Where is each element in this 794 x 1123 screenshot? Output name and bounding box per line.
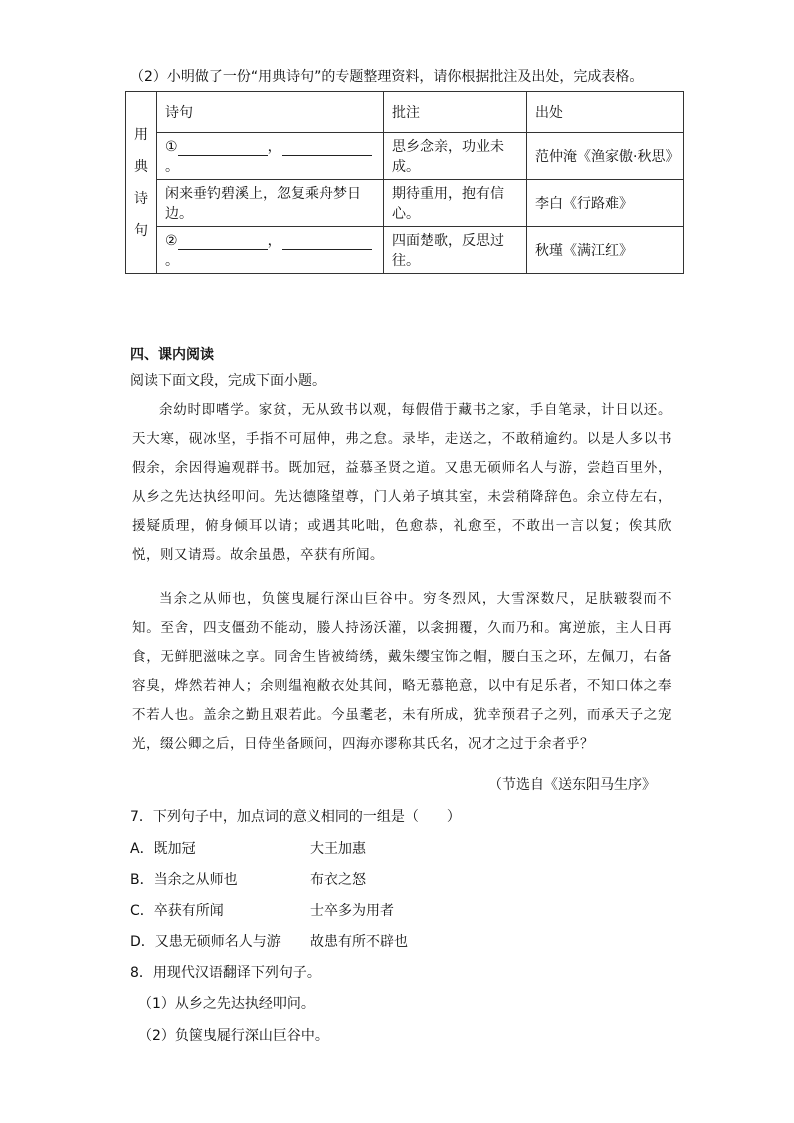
header-line: 诗句 [157, 92, 384, 133]
source-cell: 范仲淹《渔家傲·秋思》 [527, 133, 684, 180]
question-7-stem: 7．下列句子中，加点词的意义相同的一组是（ ） [130, 809, 461, 825]
section-title: 四、课内阅读 [130, 347, 214, 363]
table-row [126, 133, 684, 180]
blank-line [178, 235, 268, 250]
blank-line [282, 141, 372, 156]
header-note: 批注 [384, 92, 527, 133]
fill-blank-cell[interactable]: ① ，。 [157, 133, 384, 180]
source-cell: 秋瑾《满江红》 [527, 227, 684, 274]
section-instruction: 阅读下面文段，完成下面小题。 [130, 373, 326, 389]
passage-paragraph: 当余之从师也，负箧曳屣行深山巨谷中。穷冬烈风，大雪深数尺，足肤皲裂而不知。至舍，四支僵劲不能动，媵人持汤沃灌，以衾拥覆，久而乃和。寓逆旅，主人日再食，无鲜肥滋味之享。同舍生皆被绮绣，戴朱缨宝饰之帽，腰白玉之环，左佩刀，右备容臭，烨然若神人；余则缊袍敝衣处其间，略无慕艳意，以中有足乐者，不知口体之奉不若人也。盖余之勤且艰若此。今虽耄老，未有所成，犹幸预君子之列，而承天子之宠光，缀公卿之后，日侍坐备顾问，四海亦谬称其氏名，况才之过于余者乎？ [132, 591, 672, 752]
question-intro: （2）小明做了一份“用典诗句”的专题整理资料，请你根据批注及出处，完成表格。 [130, 69, 644, 85]
blank-line [178, 141, 268, 156]
table-side-label: 用 典 诗 句 [126, 92, 157, 274]
note-cell: 思乡念亲，功业未成。 [384, 133, 527, 180]
blank-line [282, 235, 372, 250]
option-b[interactable]: B．当余之从师也 布衣之怒 [130, 872, 366, 888]
passage-paragraph: 余幼时即嗜学。家贫，无从致书以观，每假借于藏书之家，手自笔录，计日以还。天大寒，砚冰坚，手指不可屈伸，弗之怠。录毕，走送之，不敢稍逾约。以是人多以书假余，余因得遍观群书。既加冠，益慕圣贤之道。又患无硕师名人与游，尝趋百里外，从乡之先达执经叩问。先达德隆望尊，门人弟子填其室，未尝稍降辞色。余立侍左右，援疑质理，俯身倾耳以请；或遇其叱咄，色愈恭，礼愈至，不敢出一言以复；俟其欣悦，则又请焉。故余虽愚，卒获有所闻。 [132, 402, 672, 563]
table-row [126, 227, 684, 274]
table-row [126, 180, 684, 227]
passage-source: （节选自《送东阳马生序》 [488, 777, 656, 793]
allusion-table [125, 91, 684, 274]
translate-item-2: （2）负箧曳屣行深山巨谷中。 [138, 1028, 329, 1044]
header-source: 出处 [527, 92, 684, 133]
question-8-stem: 8．用现代汉语翻译下列句子。 [130, 965, 321, 981]
translate-item-1: （1）从乡之先达执经叩问。 [138, 996, 315, 1012]
option-a[interactable]: A．既加冠 大王加惠 [130, 841, 366, 857]
note-cell: 四面楚歌，反思过往。 [384, 227, 527, 274]
option-d[interactable]: D．又患无硕师名人与游 故患有所不辟也 [130, 934, 408, 950]
note-cell: 期待重用，抱有信心。 [384, 180, 527, 227]
poem-line-cell: 闲来垂钓碧溪上，忽复乘舟梦日边。 [157, 180, 384, 227]
source-cell: 李白《行路难》 [527, 180, 684, 227]
option-c[interactable]: C．卒获有所闻 士卒多为用者 [130, 903, 394, 919]
fill-blank-cell[interactable]: ② ，。 [157, 227, 384, 274]
